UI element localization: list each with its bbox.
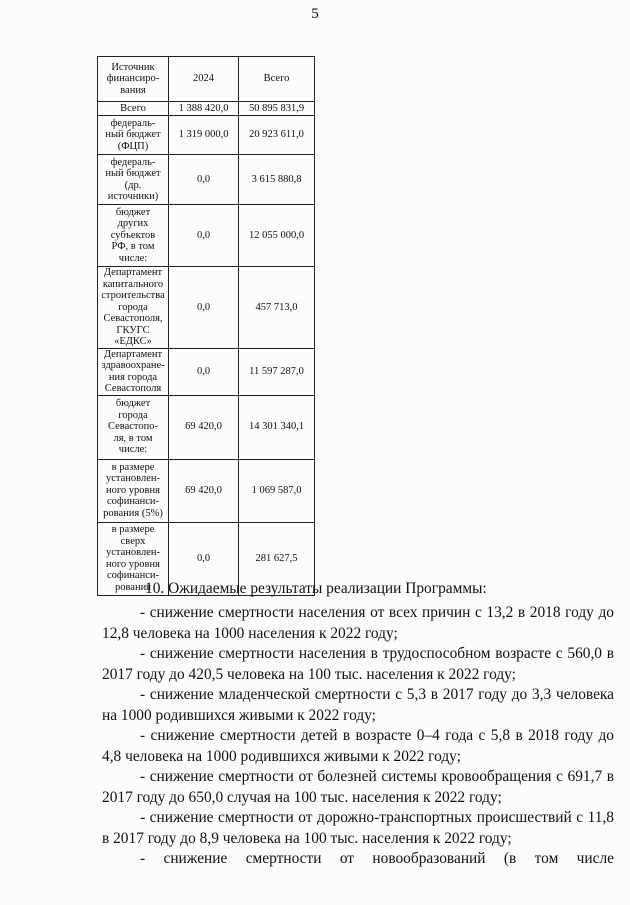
result-item: - снижение смертности детей в возрасте 0–4 года с 5,8 в 2018 году до 4,8 человека на 1000 родившихся живыми к 2022 году; <box>102 727 614 765</box>
table-row <box>98 348 315 395</box>
row-source: Департамент здравоохране- ния города Севастополя <box>98 348 169 395</box>
table-row <box>98 459 315 522</box>
table-row <box>98 116 315 155</box>
result-item: - снижение смертности населения от всех причин с 13,2 в 2018 году до 12,8 человека на 1000 населения к 2022 году; <box>102 604 614 642</box>
row-total-value: 20 923 611,0 <box>239 116 315 155</box>
row-2024-value: 69 420,0 <box>169 395 239 459</box>
row-source: Всего <box>98 102 169 116</box>
row-2024-value: 0,0 <box>169 205 239 267</box>
row-2024-value: 0,0 <box>169 348 239 395</box>
row-total-value: 50 895 831,9 <box>239 102 315 116</box>
section-title: 10. Ожидаемые результаты реализации Программы: <box>145 580 487 597</box>
row-2024-value: 0,0 <box>169 267 239 349</box>
table-row <box>98 267 315 349</box>
row-total-value: 11 597 287,0 <box>239 348 315 395</box>
row-total-value: 281 627,5 <box>239 522 315 595</box>
row-2024-value: 1 319 000,0 <box>169 116 239 155</box>
row-total-value: 1 069 587,0 <box>239 459 315 522</box>
page-number: 5 <box>311 6 319 22</box>
table-row <box>98 102 315 116</box>
row-source: бюджет города Севастопо- ля, в том числе: <box>98 395 169 459</box>
result-item: - снижение смертности от новообразований (в том числе <box>140 850 614 867</box>
header-total: Всего <box>239 57 315 102</box>
row-2024-value: 0,0 <box>169 522 239 595</box>
table-row <box>98 395 315 459</box>
row-source: бюджет других субъектов РФ, в том числе: <box>98 205 169 267</box>
row-2024-value: 1 388 420,0 <box>169 102 239 116</box>
row-source: в размере установлен- ного уровня софинанси- рования (5%) <box>98 459 169 522</box>
result-item: - снижение смертности от дорожно-транспортных происшествий с 11,8 в 2017 году до 8,9 человека на 100 тыс. населения к 2022 году; <box>102 809 614 847</box>
header-2024: 2024 <box>169 57 239 102</box>
header-source: Источник финансиро- вания <box>98 57 169 102</box>
row-2024-value: 69 420,0 <box>169 459 239 522</box>
row-total-value: 457 713,0 <box>239 267 315 349</box>
row-2024-value: 0,0 <box>169 155 239 205</box>
financing-table <box>97 56 315 596</box>
result-item: - снижение смертности от болезней системы кровообращения с 691,7 в 2017 году до 650,0 случая на 100 тыс. населения к 2022 году; <box>102 768 614 806</box>
row-total-value: 12 055 000,0 <box>239 205 315 267</box>
result-item: - снижение смертности населения в трудоспособном возрасте с 560,0 в 2017 году до 420,5 человека на 100 тыс. населения к 2022 году; <box>102 645 614 683</box>
row-source: в размере сверх установлен- ного уровня софинанси- рования <box>98 522 169 595</box>
result-item: - снижение младенческой смертности с 5,3 в 2017 году до 3,3 человека на 1000 родившихся живыми к 2022 году; <box>102 686 614 724</box>
table-row <box>98 155 315 205</box>
row-total-value: 3 615 880,8 <box>239 155 315 205</box>
table-row <box>98 205 315 267</box>
results-list <box>102 603 614 870</box>
row-source: федераль- ный бюджет (др. источники) <box>98 155 169 205</box>
row-total-value: 14 301 340,1 <box>239 395 315 459</box>
table-header-row <box>98 57 315 102</box>
row-source: федераль- ный бюджет (ФЦП) <box>98 116 169 155</box>
row-source: Департамент капитального строительства города Севастополя, ГКУГС «ЕДКС» <box>98 267 169 349</box>
